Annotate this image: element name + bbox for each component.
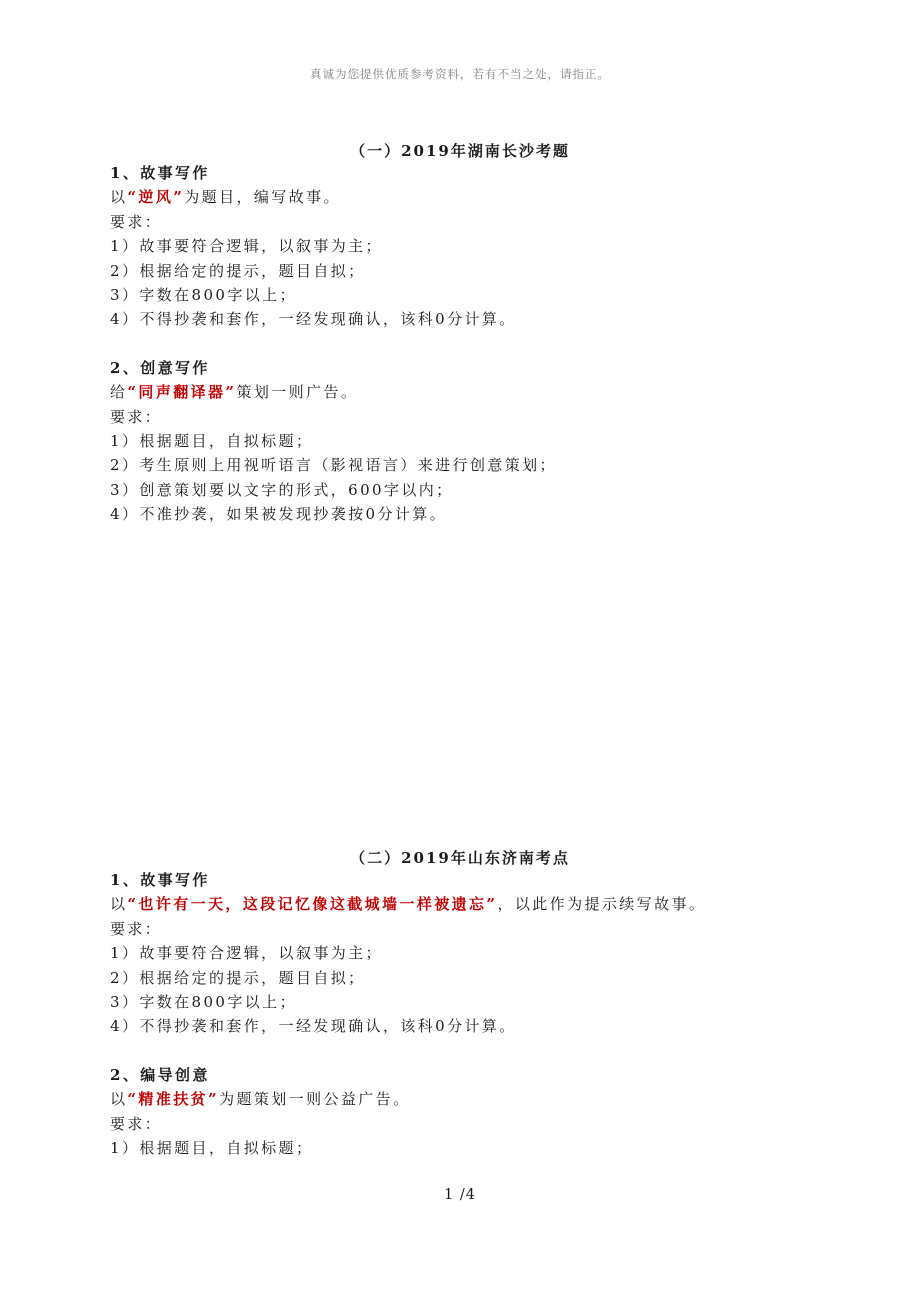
question-prompt: 给“同声翻译器”策划一则广告。 [110, 383, 359, 402]
prompt-highlight: “也许有一天，这段记忆像这截城墙一样被遗忘” [127, 895, 498, 914]
requirement-item: 2）根据给定的提示，题目自拟； [110, 261, 366, 280]
requirement-item: 1）根据题目，自拟标题； [110, 431, 314, 450]
requirement-item: 1）根据题目，自拟标题； [110, 1138, 314, 1157]
section-title: （一）2019年湖南长沙考题 [350, 142, 570, 160]
question-heading: 1、故事写作 [110, 164, 210, 182]
question-heading: 2、编导创意 [110, 1065, 210, 1084]
question-heading: 2、创意写作 [110, 358, 210, 377]
requirement-item: 1）故事要符合逻辑，以叙事为主； [110, 944, 383, 963]
requirement-item: 1）故事要符合逻辑，以叙事为主； [110, 237, 383, 256]
question-prompt: 以“精准扶贫”为题策划一则公益广告。 [110, 1090, 411, 1109]
question-heading: 1、故事写作 [110, 871, 210, 889]
prompt-highlight: “逆风” [127, 188, 185, 207]
requirement-item: 2）根据给定的提示，题目自拟； [110, 968, 366, 987]
requirements-label: 要求： [110, 212, 163, 231]
requirement-item: 4）不得抄袭和套作，一经发现确认，该科0分计算。 [110, 1017, 517, 1036]
requirement-item: 4）不得抄袭和套作，一经发现确认，该科0分计算。 [110, 310, 517, 329]
requirement-item: 3）字数在800字以上； [110, 285, 297, 304]
requirements-label: 要求： [110, 407, 163, 426]
prompt-highlight: “同声翻译器” [127, 383, 237, 402]
page-number: 1 /4 [444, 1187, 476, 1203]
requirement-item: 3）字数在800字以上； [110, 992, 297, 1011]
section-title: （二）2019年山东济南考点 [350, 849, 570, 867]
prompt-highlight: “精准扶贫” [127, 1090, 220, 1109]
requirements-label: 要求： [110, 919, 163, 938]
requirements-label: 要求： [110, 1114, 163, 1133]
requirement-item: 4）不准抄袭，如果被发现抄袭按0分计算。 [110, 505, 448, 524]
requirement-item: 3）创意策划要以文字的形式，600字以内； [110, 480, 454, 499]
question-prompt: 以“逆风”为题目，编写故事。 [110, 188, 341, 207]
question-prompt: 以“也许有一天，这段记忆像这截城墙一样被遗忘”，以此作为提示续写故事。 [110, 895, 707, 914]
header-note: 真诚为您提供优质参考资料，若有不当之处，请指正。 [310, 67, 610, 81]
section-changsha [110, 161, 810, 526]
section-jinan [110, 868, 810, 1160]
requirement-item: 2）考生原则上用视听语言（影视语言）来进行创意策划； [110, 456, 557, 475]
